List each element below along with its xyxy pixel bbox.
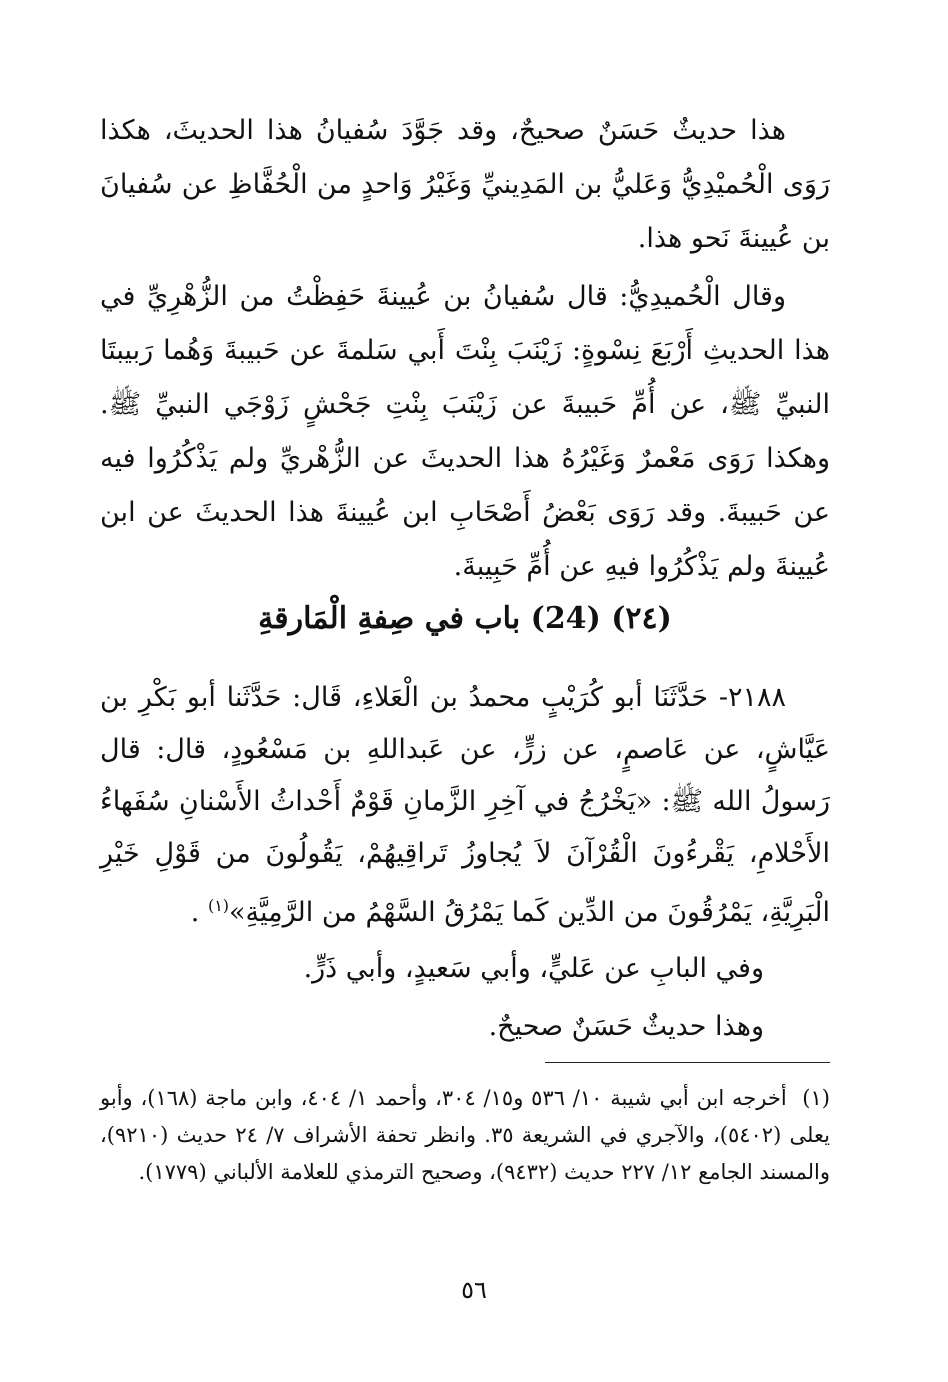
chapter-heading: (٢٤) (24) باب في صِفةِ الْمَارقةِ <box>258 601 672 636</box>
paragraph-4: وفي البابِ عن عَليٍّ، وأبي سَعيدٍ، وأبي ذَرٍّ. <box>303 953 764 984</box>
footnote-text: أخرجه ابن أبي شيبة ١٠/ ٥٣٦ و١٥/ ٣٠٤، وأحمد ١/ ٤٠٤، وابن ماجة (١٦٨)، وأبو يعلى (٥٤٠٢)، والآجري في الشريعة ٣٥. وانظر تحفة الأشراف ٧/ ٢٤ حديث (٩٢١٠)، والمسند الجامع ١٢/ ٢٢٧ حديث (٩٤٣٢)، وصحيح الترمذي للعلامة الألباني (١٧٧٩). <box>100 1086 830 1184</box>
page-number: ٥٦ <box>461 1276 487 1304</box>
paragraph-2: وقال الْحُميدِيُّ: قال سُفيانُ بن عُيينةَ حَفِظْتُ من الزُّهْرِيِّ في هذا الحديثِ أَرْبَعَ نِسْوةٍ: زَيْنَبَ بِنْتَ أَبي سَلمةَ عن حَبيبةَ وَهُما رَبيبتَا النبيِّ ﷺ، عن أُمِّ حَبيبةَ عن زَيْنَبَ بِنْتِ جَحْشٍ زَوْجَي النبيِّ ﷺ. وهكذا رَوَى مَعْمرٌ وَغَيْرُهُ هذا الحديثَ عن الزُّهْريِّ ولم يَذْكُرُوا فيه عن حَبيبةَ. وقد رَوَى بَعْضُ أَصْحَابِ ابن عُيينةَ هذا الحديثَ عن ابن عُيينةَ ولم يَذْكُرُوا فيهِ عن أُمِّ حَبِيبةَ. <box>100 281 830 582</box>
paragraph-1: هذا حديثٌ حَسَنٌ صحيحٌ، وقد جَوَّدَ سُفيانُ هذا الحديثَ، هكذا رَوَى الْحُميْدِيُّ وَعَليُّ بن المَدِينيِّ وَغَيْرُ وَاحدٍ من الْحُفَّاظِ عن سُفيانَ بن عُيينةَ نَحو هذا. <box>100 115 830 254</box>
footnote-marker: (١) <box>802 1086 830 1110</box>
hadith-end: . <box>190 897 208 928</box>
footnote-reference: (١) <box>207 896 230 915</box>
footnote <box>100 1080 830 1191</box>
paragraph-5: وهذا حديثٌ حَسَنٌ صحيحٌ. <box>488 1011 764 1042</box>
footnote-divider <box>545 1062 830 1063</box>
hadith-paragraph <box>100 672 830 939</box>
hadith-text: ٢١٨٨- حَدَّثَنَا أبو كُرَيْبٍ محمدُ بن الْعَلاءِ، قَال: حَدَّثَنا أبو بَكْرِ بن عَيَّاشٍ، عن عَاصمٍ، عن زرٍّ، عن عَبداللهِ بن مَسْعُودٍ، قال: قال رَسولُ الله ﷺ: «يَخْرُجُ في آخِرِ الزَّمانِ قَوْمٌ أَحْداثُ الأَسْنانِ سُفَهاءُ الأَحْلامِ، يَقْرءُونَ الْقُرْآنَ لاَ يُجاوزُ تَراقِيهُمْ، يَقُولُونَ من قَوْلِ خَيْرِ الْبَرِيَّةِ، يَمْرُقُونَ من الدِّين كَما يَمْرُقُ السَّهْمُ من الرَّمِيَّةِ» <box>100 682 830 928</box>
